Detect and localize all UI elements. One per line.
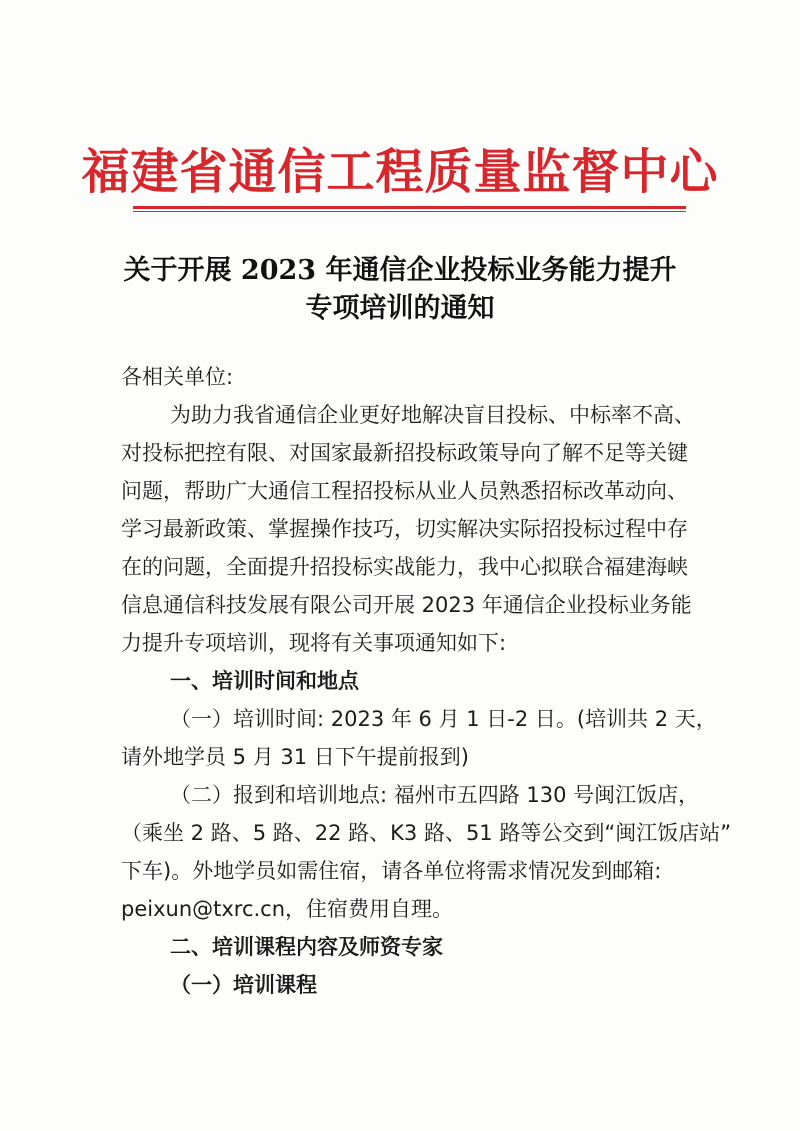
notice-title-line-2: 专项培训的通知 xyxy=(305,293,495,324)
item-training-time-line: （一）培训时间: 2023 年 6 月 1 日-2 日。(培训共 2 天， xyxy=(170,707,717,731)
letterhead-org-name: 福建省通信工程质量监督中心 xyxy=(81,144,719,200)
sub-heading-courses: （一）培训课程 xyxy=(170,973,317,997)
section-heading-time-location: 一、培训时间和地点 xyxy=(170,669,359,693)
intro-line: 信息通信科技发展有限公司开展 2023 年通信企业投标业务能 xyxy=(121,593,692,617)
intro-line: 问题，帮助广大通信工程招投标从业人员熟悉招标改革动向、 xyxy=(121,479,688,503)
intro-line: 力提升专项培训，现将有关事项通知如下: xyxy=(121,631,507,655)
item-training-location-line: peixun@txrc.cn，住宿费用自理。 xyxy=(121,897,454,921)
item-training-time-line: 请外地学员 5 月 31 日下午提前报到) xyxy=(121,745,469,769)
intro-line: 在的问题，全面提升招投标实战能力，我中心拟联合福建海峡 xyxy=(121,555,688,579)
intro-line: 学习最新政策、掌握操作技巧，切实解决实际招投标过程中存 xyxy=(121,517,688,541)
section-heading-courses-experts: 二、培训课程内容及师资专家 xyxy=(170,935,443,959)
letterhead-rule-thick xyxy=(133,206,686,209)
letterhead-rule-thin xyxy=(133,211,686,212)
item-training-location-line: （二）报到和培训地点: 福州市五四路 130 号闽江饭店， xyxy=(170,783,700,807)
intro-line: 为助力我省通信企业更好地解决盲目投标、中标率不高、 xyxy=(170,403,695,427)
notice-title-line-1: 关于开展 2023 年通信企业投标业务能力提升 xyxy=(123,255,677,286)
item-training-location-line: 下车)。外地学员如需住宿，请各单位将需求情况发到邮箱: xyxy=(121,859,662,883)
item-training-location-line: （乘坐 2 路、5 路、22 路、K3 路、51 路等公交到“闽江饭店站” xyxy=(121,821,732,845)
salutation: 各相关单位: xyxy=(121,365,234,389)
intro-line: 对投标把控有限、对国家最新招投标政策导向了解不足等关键 xyxy=(121,441,688,465)
